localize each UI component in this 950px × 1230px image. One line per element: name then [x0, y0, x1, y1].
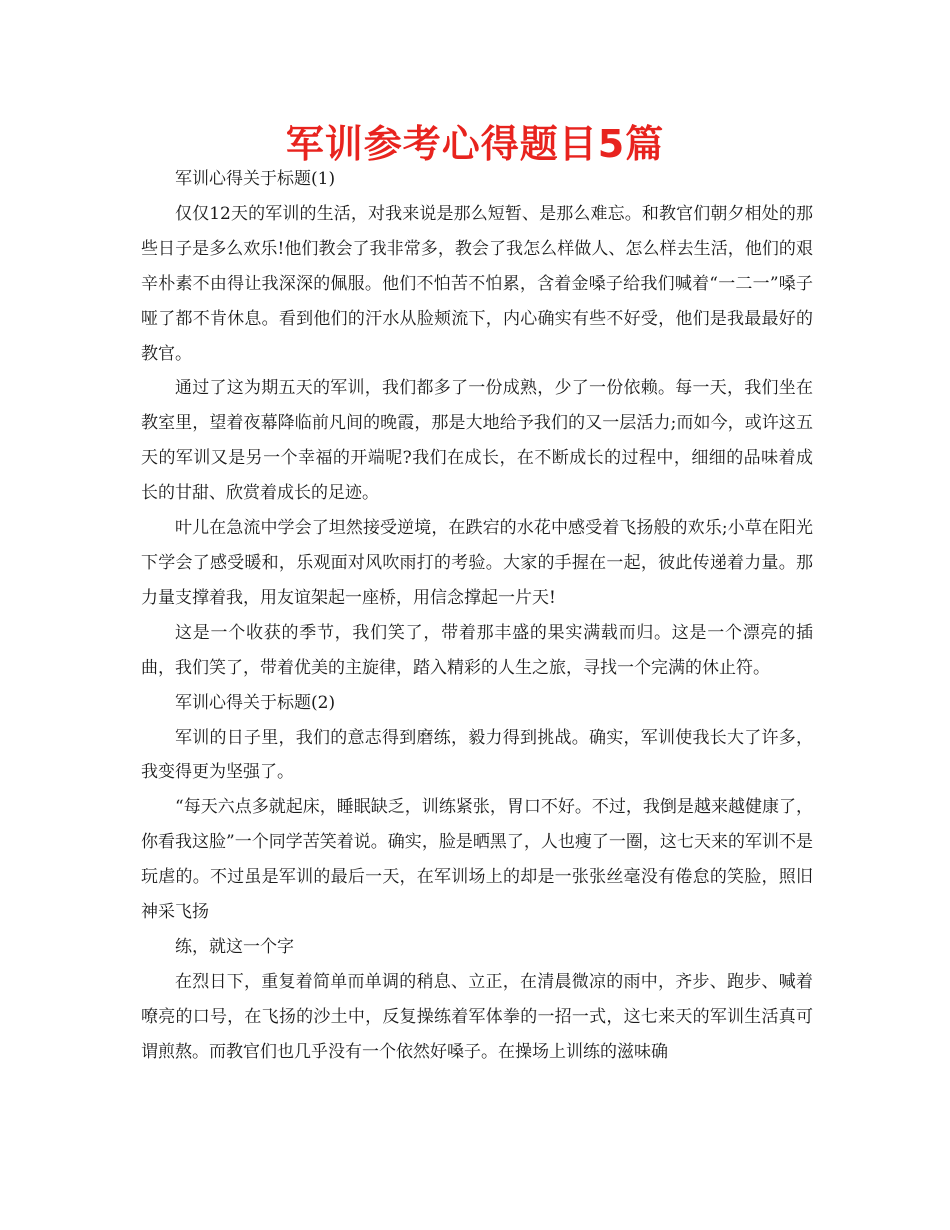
section-heading-1: 军训心得关于标题(1): [175, 169, 336, 189]
paragraph: 通过了这为期五天的军训，我们都多了一份成熟，少了一份依赖。每一天，我们坐在教室里，望着夜幕降临前凡间的晚霞，那是大地给予我们的又一层活力;而如今，或许这五天的军训又是另一个幸福的开端呢?我们在成长，在不断成长的过程中，细细的品味着成长的甘甜、欣赏着成长的足迹。: [141, 378, 813, 504]
section-heading-2: 军训心得关于标题(2): [175, 692, 336, 713]
paragraph: “每天六点多就起床，睡眠缺乏，训练紧张，胃口不好。不过，我倒是越来越健康了，你看我这脸”一个同学苦笑着说。确实，脸是晒黑了，人也瘦了一圈，这七天来的军训不是玩虐的。不过虽是军训的最后一天，在军训场上的却是一张张丝毫没有倦怠的笑脸，照旧神采飞扬: [141, 797, 813, 923]
paragraph: 叶儿在急流中学会了坦然接受逆境，在跌宕的水花中感受着飞扬般的欢乐;小草在阳光下学会了感受暖和，乐观面对风吹雨打的考验。大家的手握在一起，彼此传递着力量。那力量支撑着我，用友谊架起一座桥，用信念撑起一片天!: [141, 518, 813, 608]
paragraph: 仅仅12天的军训的生活，对我来说是那么短暂、是那么难忘。和教官们朝夕相处的那些日子是多么欢乐!他们教会了我非常多，教会了我怎么样做人、怎么样去生活，他们的艰辛朴素不由得让我深深的佩服。他们不怕苦不怕累，含着金嗓子给我们喊着“一二一”嗓子哑了都不肯休息。看到他们的汗水从脸颊流下，内心确实有些不好受，他们是我最最好的教官。: [141, 203, 813, 364]
paragraph: 这是一个收获的季节，我们笑了，带着那丰盛的果实满载而归。这是一个漂亮的插曲，我们笑了，带着优美的主旋律，踏入精彩的人生之旅，寻找一个完满的休止符。: [141, 622, 813, 678]
paragraph: 在烈日下，重复着简单而单调的稍息、立正，在清晨微凉的雨中，齐步、跑步、喊着嘹亮的口号，在飞扬的沙土中，反复操练着军体拳的一招一式，这七来天的军训生活真可谓煎熬。而教官们也几乎没有一个依然好嗓子。在操场上训练的滋味确: [141, 971, 813, 1062]
paragraph: 练，就这一个字: [175, 936, 294, 957]
paragraph: 军训的日子里，我们的意志得到磨练，毅力得到挑战。确实，军训使我长大了许多，我变得更为坚强了。: [141, 727, 813, 783]
document-title: 军训参考心得题目5篇: [285, 122, 665, 166]
document-body: [141, 162, 813, 1070]
